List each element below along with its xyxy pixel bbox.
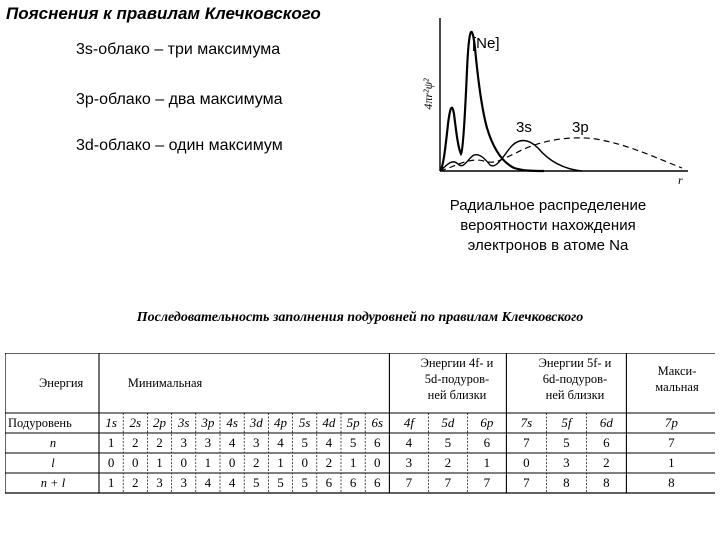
header-4f5d-line1: Энергии 4f- и — [420, 356, 494, 370]
cell-l-4d: 2 — [325, 455, 333, 470]
caption-line-2: вероятности нахождения — [460, 217, 636, 234]
cell-l-2p: 1 — [156, 455, 163, 470]
table-cells — [105, 415, 678, 490]
cell-n-plus-l-3p: 4 — [204, 475, 212, 490]
row-label-sublevel: Подуровень — [8, 416, 72, 430]
cell-n-plus-l-6s: 6 — [374, 475, 381, 490]
cell-l-6s: 0 — [374, 455, 381, 470]
cell-n-5d: 5 — [444, 435, 452, 450]
cell-sublevel-2s: 2s — [129, 415, 142, 430]
rule-3s: 3s-облако – три максимума — [76, 41, 281, 58]
cell-n-plus-l-6d: 8 — [603, 475, 610, 490]
header-5f6d-line1: Энергии 5f- и — [538, 356, 612, 370]
sequence-title: Последовательность заполнения подуровней по правилам Клечковского — [136, 310, 584, 325]
cell-l-3s: 0 — [180, 455, 187, 470]
cell-n-3s: 3 — [180, 435, 187, 450]
label-3p: 3p — [572, 119, 589, 136]
cell-n-plus-l-5f: 8 — [563, 475, 570, 490]
cell-n-7s: 7 — [523, 435, 530, 450]
cell-l-5s: 0 — [301, 455, 308, 470]
cell-sublevel-3s: 3s — [177, 415, 190, 430]
header-4f5d-line3: ней близки — [427, 388, 487, 402]
cell-n-6s: 6 — [374, 435, 381, 450]
cell-sublevel-4p: 4p — [274, 415, 287, 430]
cell-l-2s: 0 — [132, 455, 139, 470]
cell-l-4s: 0 — [228, 455, 236, 470]
cell-sublevel-7s: 7s — [520, 415, 533, 430]
cell-l-7s: 0 — [523, 455, 530, 470]
cell-sublevel-3p: 3p — [201, 415, 215, 430]
rule-3p: 3p-облако – два максимума — [76, 91, 283, 108]
cell-l-4f: 3 — [405, 455, 413, 470]
cell-l-7p: 1 — [668, 455, 675, 470]
cell-n-3d: 3 — [253, 435, 260, 450]
header-max-line1: Макси- — [657, 364, 697, 378]
cell-n-1s: 1 — [107, 435, 115, 450]
x-axis-label: r — [678, 173, 683, 187]
header-minimal: Минимальная — [127, 376, 203, 390]
cell-n-3p: 3 — [204, 435, 212, 450]
cell-sublevel-4f: 4f — [403, 415, 414, 430]
cell-sublevel-4d: 4d — [322, 415, 336, 430]
row-label-l: l — [51, 456, 55, 470]
row-label-n-plus-l: n + l — [40, 476, 66, 490]
cell-n-plus-l-7p: 8 — [668, 475, 675, 490]
header-5f6d-line3: ней близки — [545, 388, 605, 402]
cell-n-2s: 2 — [132, 435, 139, 450]
caption-line-1: Радиальное распределение — [449, 197, 647, 214]
cell-n-4d: 4 — [325, 435, 333, 450]
cell-n-7p: 7 — [668, 435, 675, 450]
header-5f6d-line2: 6d-подуров- — [542, 372, 608, 386]
cell-sublevel-2p: 2p — [153, 415, 166, 430]
cell-n-4p: 4 — [277, 435, 284, 450]
cell-n-5s: 5 — [301, 435, 308, 450]
cell-n-plus-l-3s: 3 — [180, 475, 187, 490]
cell-n-plus-l-7s: 7 — [523, 475, 530, 490]
cell-sublevel-5f: 5f — [561, 415, 572, 430]
cell-sublevel-6p: 6p — [480, 415, 494, 430]
header-energy: Энергия — [39, 376, 84, 390]
cell-sublevel-7p: 7p — [664, 415, 678, 430]
cell-n-5f: 5 — [563, 435, 570, 450]
slide-title: Пояснения к правилам Клечковского — [6, 4, 321, 23]
cell-n-plus-l-5p: 6 — [349, 475, 357, 490]
cell-sublevel-5p: 5p — [346, 415, 360, 430]
klechkovsky-table — [5, 353, 715, 495]
cell-n-plus-l-4d: 6 — [325, 475, 333, 490]
cell-n-5p: 5 — [349, 435, 357, 450]
cell-l-6d: 2 — [603, 455, 610, 470]
cell-l-6p: 1 — [483, 455, 491, 470]
ne-label: [Ne] — [472, 35, 500, 52]
ne-core-curve — [440, 32, 544, 171]
cell-n-plus-l-3d: 5 — [253, 475, 260, 490]
cell-l-3d: 2 — [253, 455, 260, 470]
cell-sublevel-6s: 6s — [371, 415, 384, 430]
cell-sublevel-5d: 5d — [441, 415, 455, 430]
cell-sublevel-1s: 1s — [105, 415, 117, 430]
cell-n-plus-l-4f: 7 — [405, 475, 413, 490]
cell-n-plus-l-6p: 7 — [483, 475, 491, 490]
graph-caption — [420, 196, 676, 256]
cell-n-plus-l-2p: 3 — [156, 475, 163, 490]
cell-n-6p: 6 — [483, 435, 491, 450]
cell-l-3p: 1 — [204, 455, 212, 470]
radial-distribution-graph — [416, 8, 696, 190]
y-axis-label: 4πr²ψ² — [421, 78, 435, 110]
caption-line-3: электронов в атоме Na — [467, 237, 629, 254]
cell-n-6d: 6 — [603, 435, 610, 450]
cell-l-1s: 0 — [107, 455, 115, 470]
cell-l-5p: 1 — [349, 455, 357, 470]
cell-n-plus-l-5s: 5 — [301, 475, 308, 490]
cell-l-5d: 2 — [444, 455, 452, 470]
cell-n-2p: 2 — [156, 435, 163, 450]
cell-sublevel-5s: 5s — [298, 415, 311, 430]
cell-n-plus-l-2s: 2 — [132, 475, 139, 490]
row-label-n: n — [49, 436, 57, 450]
header-4f5d-line2: 5d-подуров- — [424, 372, 490, 386]
cell-n-4s: 4 — [228, 435, 236, 450]
cell-l-5f: 3 — [563, 455, 570, 470]
cell-l-4p: 1 — [277, 455, 284, 470]
cell-n-4f: 4 — [405, 435, 413, 450]
label-3s: 3s — [516, 119, 532, 136]
rule-3d: 3d-облако – один максимум — [76, 137, 283, 154]
cell-n-plus-l-1s: 1 — [107, 475, 115, 490]
cell-n-plus-l-4s: 4 — [228, 475, 236, 490]
cell-n-plus-l-5d: 7 — [444, 475, 452, 490]
header-max-line2: мальная — [655, 380, 699, 394]
cell-sublevel-3d: 3d — [249, 415, 263, 430]
cell-n-plus-l-4p: 5 — [277, 475, 284, 490]
cell-sublevel-4s: 4s — [226, 415, 238, 430]
table-header — [39, 356, 699, 402]
cell-sublevel-6d: 6d — [599, 415, 613, 430]
